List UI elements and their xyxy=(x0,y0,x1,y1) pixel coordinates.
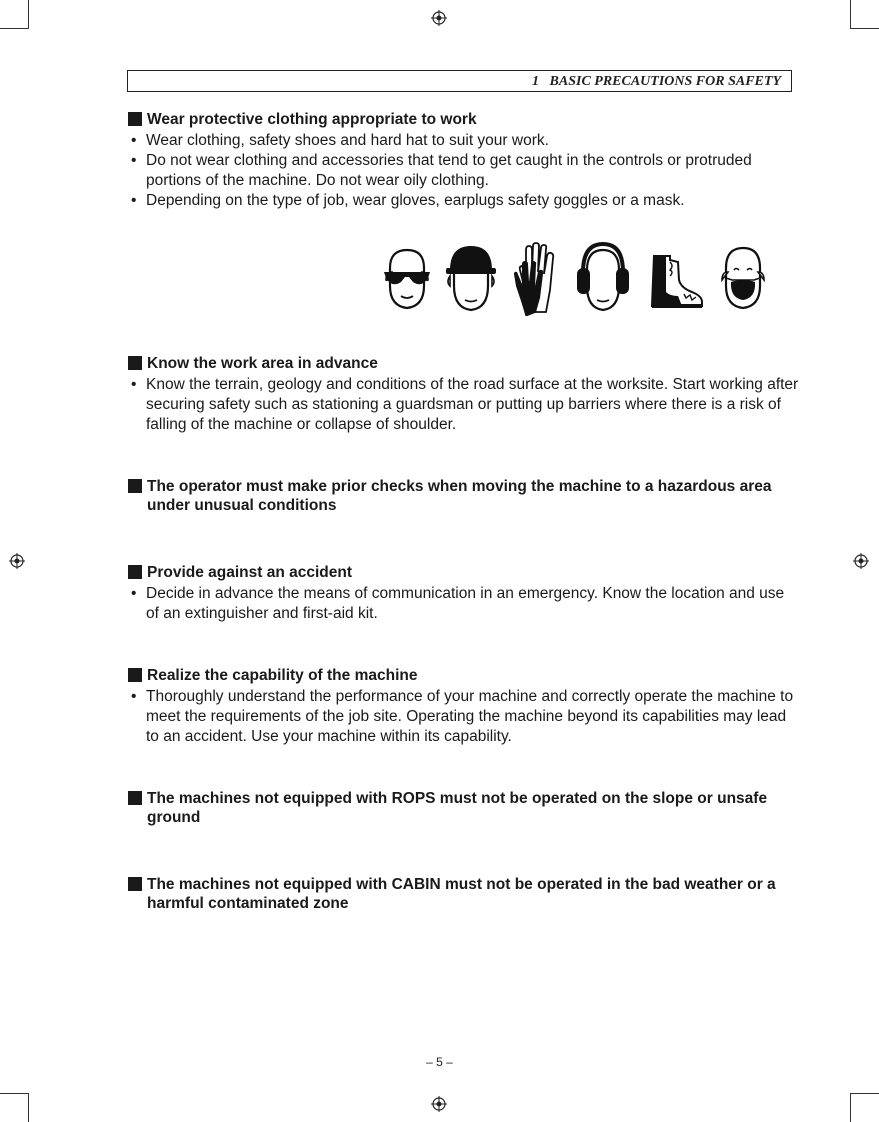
square-bullet-icon xyxy=(128,668,142,682)
section-title: The machines not equipped with ROPS must not be operated on the slope or unsafe ground xyxy=(127,789,799,827)
square-bullet-icon xyxy=(128,877,142,891)
square-bullet-icon xyxy=(128,112,142,126)
section-prior-checks xyxy=(127,477,799,515)
registration-mark-icon xyxy=(853,553,869,569)
page-number: – 5 – xyxy=(426,1055,453,1069)
chapter-header xyxy=(127,70,792,92)
bullet-item: • Depending on the type of job, wear gloves, earplugs safety goggles or a mask. xyxy=(131,192,685,209)
crop-mark-top-left xyxy=(0,0,29,29)
section-cabin-warning xyxy=(127,875,799,913)
section-know-work-area xyxy=(127,354,799,435)
section-rops-warning xyxy=(127,789,799,827)
bullet-item: • Decide in advance the means of communication in an emergency. Know the location and use of an extinguisher and first-aid kit. xyxy=(131,585,785,622)
square-bullet-icon xyxy=(128,356,142,370)
crop-mark-top-right xyxy=(850,0,879,29)
ear-muffs-icon xyxy=(574,242,632,312)
square-bullet-icon xyxy=(128,479,142,493)
chapter-title: 1 BASIC PRECAUTIONS FOR SAFETY xyxy=(532,74,781,89)
section-title: Know the work area in advance xyxy=(127,354,799,373)
bullet-item: • Thoroughly understand the performance of your machine and correctly operate the machine to meet the requirements of the job site. Operating the machine beyond its capabilities may lead to an accident. Use your machine within its capability. xyxy=(131,688,794,745)
section-protective-clothing xyxy=(127,110,799,211)
section-machine-capability xyxy=(127,666,799,747)
square-bullet-icon xyxy=(128,565,142,579)
safety-goggles-icon xyxy=(382,246,432,310)
hard-hat-icon xyxy=(444,242,498,312)
crop-mark-bottom-right xyxy=(850,1093,879,1122)
crop-mark-bottom-left xyxy=(0,1093,29,1122)
section-title: Realize the capability of the machine xyxy=(127,666,799,685)
section-title: The operator must make prior checks when moving the machine to a hazardous area under unusual conditions xyxy=(127,477,799,515)
section-title: Wear protective clothing appropriate to work xyxy=(127,110,799,129)
safety-boot-icon xyxy=(648,252,704,310)
registration-mark-icon xyxy=(431,1096,447,1112)
ppe-icons-row xyxy=(378,240,770,318)
dust-mask-icon xyxy=(718,244,768,310)
bullet-item: • Wear clothing, safety shoes and hard hat to suit your work. xyxy=(131,132,549,149)
bullet-item: • Do not wear clothing and accessories that tend to get caught in the controls or protruded portions of the machine. Do not wear oily clothing. xyxy=(131,152,752,189)
section-title: The machines not equipped with CABIN must not be operated in the bad weather or a harmful contaminated zone xyxy=(127,875,799,913)
square-bullet-icon xyxy=(128,791,142,805)
section-provide-against-accident xyxy=(127,563,799,624)
bullet-item: • Know the terrain, geology and conditions of the road surface at the worksite. Start working after securing safety such as stationing a guardsman or putting up barriers where there is a risk of falling of the machine or collapse of shoulder. xyxy=(131,376,799,433)
registration-mark-icon xyxy=(431,10,447,26)
section-title: Provide against an accident xyxy=(127,563,799,582)
registration-mark-icon xyxy=(9,553,25,569)
gloves-icon xyxy=(512,242,558,316)
